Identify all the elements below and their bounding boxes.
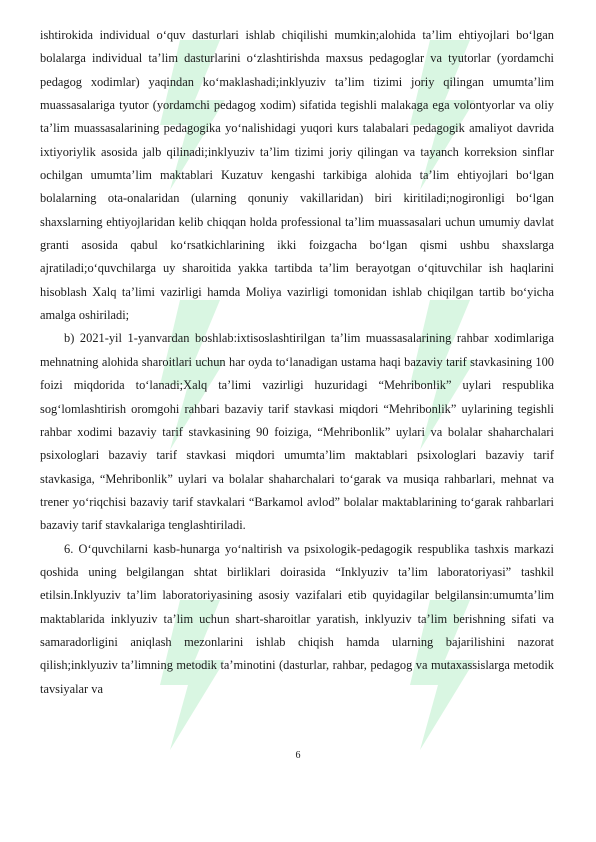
page-number: 6 xyxy=(295,750,301,761)
paragraph-b: b) 2021-yil 1-yanvardan boshlab:ixtisoslashtirilgan ta’lim muassasalarining rahbar xodimlariga mehnatning alohida sharoitlari uchun har oyda to‘lanadigan ustama haqi bazaviy tarif stavkasining 100 foizi miqdorida to‘lanadi;Xalq ta’limi vazirligi huzuridagi “Mehribonlik” uylari respublika sog‘lomlashtirish oromgohi rahbari bazaviy tarif stavkasi miqdori “Mehribonlik” uylarining tegishli rahbar xodimi bazaviy tarif stavkasining 90 foiziga, “Mehribonlik” uylari va bolalar shaharchalari psixologlari bazaviy tarif stavkasi miqdori umumta’lim maktablari psixologlari bazaviy tarif stavkasiga, “Mehribonlik” uylari va bolalar shaharchalari to‘garak va musiqa rahbarlari, mehnat va trener yo‘riqchisi bazaviy tarif stavkalari “Barkamol avlod” bolalar maktablarining to‘garak rahbarlari bazaviy tarif stavkalariga tenglashtiriladi. xyxy=(40,331,554,533)
document-body xyxy=(40,24,554,701)
paragraph-6: 6. O‘quvchilarni kasb-hunarga yo‘naltirish va psixologik-pedagogik respublika tashxis markazi qoshida uning belgilangan shtat birliklari doirasida “Inklyuziv ta’lim laboratoriyasi” tashkil etilsin.Inklyuziv ta’lim laboratoriyasining asosiy vazifalari etib quyidagilar belgilansin:umumta’lim maktablarida inklyuziv ta’lim uchun shart-sharoitlar yaratish, inklyuziv ta’lim berishning sifati va samaradorligini aniqlash mezonlarini ishlab chiqish hamda ularning bajarilishini nazorat qilish;inklyuziv ta’limning metodik ta’minotini (dasturlar, rahbar, pedagog va mutaxassislarga metodik tavsiyalar va xyxy=(40,541,554,696)
paragraph-continuation: ishtirokida individual o‘quv dasturlari ishlab chiqilishi mumkin;alohida ta’lim ehtiyojlari bo‘lgan bolalarga individual ta’lim dasturlarini o‘zlashtirishda maxsus pedagoglar va tyutorlar (yordamchi pedagog xodimlar) yaqindan ko‘maklashadi;inklyuziv ta’lim tizimi joriy qilingan umumta’lim muassasalariga tyutor (yordamchi pedagog xodim) sifatida tegishli malakaga ega volontyorlar va oliy ta’lim muassasalarining pedagogika yo‘nalishidagi yuqori kurs talabalari pedagogik amaliyot davrida ixtiyoriylik asosida jalb qilinadi;inklyuziv ta’lim tizimi joriy qilingan va tayanch korreksion sinflar ochilgan umumta’lim maktablari Kuzatuv kengashi tarkibiga alohida ta’lim ehtiyojlari bo‘lgan bolalarning ota-onalaridan (ularning qonuniy vakillaridan) biri kiritiladi;nogironligi bo‘lgan shaxslarning ehtiyojlaridan kelib chiqqan holda professional ta’lim muassasalari uchun umumiy davlat granti asosida qabul ko‘rsatkichlarining ikki foizgacha bo‘lgan qismi ushbu shaxslarga ajratiladi;o‘quvchilarga uy sharoitida yakka tartibda ta’lim berayotgan o‘qituvchilar ish haqlarini hisoblash Xalq ta’limi vazirligi hamda Moliya vazirligi tomonidan ishlab chiqilgan tartib bo‘yicha amalga oshiriladi; xyxy=(40,28,554,323)
